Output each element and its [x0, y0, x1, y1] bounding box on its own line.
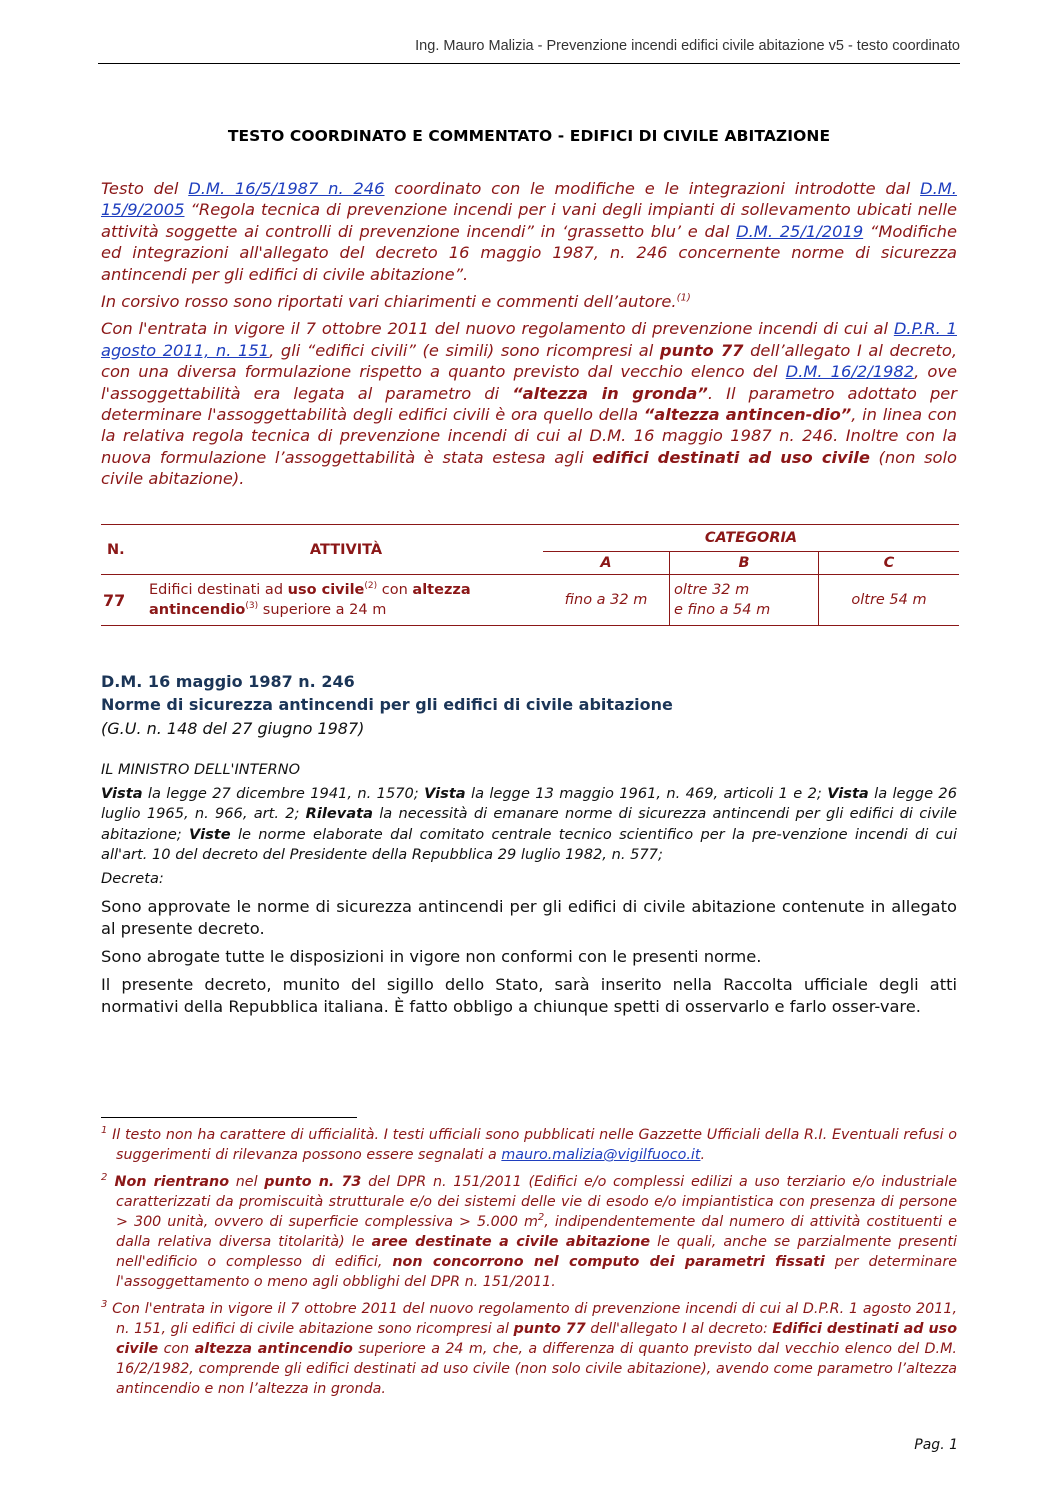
superscript: 2: [537, 1212, 545, 1224]
text-run: superiore a 24 m: [258, 602, 387, 618]
intro-paragraph-2: [101, 291, 957, 312]
text-run: , in linea con la relativa regola tecnica di prevenzione incendi di cui al D.M. 16 maggio 1987 n. 246. Inoltre con la nuova formulazione l’assoggettabilità è stata estesa agli: [101, 405, 958, 467]
text-run: , ove l'assoggettabilità era legata al parametro di: [101, 362, 957, 403]
col-header-n: N.: [101, 525, 149, 575]
text-run: nel: [229, 1174, 265, 1190]
footnote-number: 2: [101, 1172, 108, 1184]
decree-subtitle: Norme di sicurezza antincendi per gli edifici di civile abitazione: [101, 695, 673, 714]
cell-cat-b-line-2: e fino a 54 m: [674, 602, 771, 618]
bold-run: Vista: [424, 785, 466, 802]
decree-gazette: (G.U. n. 148 del 27 giugno 1987): [101, 719, 365, 738]
activity-table: [101, 524, 959, 626]
text-run: del DPR n. 151/2011 (Edifici e/o complessi edilizi a uso terziario e/o industriale caratterizzati da promiscuità strutturale e/o dei sistemi delle vie di esodo e/o impiantistica con presenza di persone > 300 unità, ovvero di superficie complessiva > 5.000 m: [116, 1174, 957, 1230]
text-run: dell’allegato I al decreto, con una diversa formulazione rispetto a quanto previsto dal vecchio elenco del: [101, 340, 957, 382]
intro-paragraph-1: [101, 178, 957, 285]
text-run: la necessità di emanare norme di sicurezza antincendi per gli edifici di civile abitazione;: [101, 805, 957, 843]
bold-run: “altezza in gronda”: [512, 383, 708, 403]
text-run: coordinato con le modifiche e le integrazioni introdotte dal: [384, 179, 921, 198]
text-run: le quali, anche se parzialmente presenti nell'edificio o complesso di edifici,: [116, 1234, 957, 1270]
text-run: , indipendentemente dal numero di attività costituenti e dalla relativa diversa titolarità) le: [116, 1214, 957, 1250]
text-run: “Regola tecnica di prevenzione incendi per i vani degli impianti di sollevamento ubicati nelle attività soggette ai controlli di prevenzione incendi” in ‘grassetto blu’ e dal: [101, 200, 957, 241]
decreta-line: Decreta:: [101, 869, 164, 887]
text-run: dell'allegato I al decreto:: [585, 1321, 773, 1337]
text-run: con: [377, 582, 413, 598]
footnote-separator: [101, 1117, 357, 1118]
decree-title: D.M. 16 maggio 1987 n. 246: [101, 672, 355, 691]
footnote-number: 3: [101, 1299, 108, 1311]
bold-run: Rilevata: [305, 805, 373, 823]
footnote-2: [101, 1172, 957, 1292]
footnote-ref-3[interactable]: (3): [245, 601, 259, 612]
text-run: Con l'entrata in vigore il 7 ottobre 2011 del nuovo regolamento di prevenzione incendi di cui al D.P.R. 1 agosto 2011, n. 151, gli edifici di civile abitazione sono ricompresi al: [107, 1301, 957, 1337]
intro-paragraph-3: [101, 318, 957, 489]
cell-cat-b-line-1: oltre 32 m: [674, 582, 750, 598]
header-rule: [98, 63, 960, 64]
cell-cat-b: [670, 575, 819, 626]
link-dpr-2011[interactable]: D.P.R. 1 agosto 2011, n. 151: [101, 319, 957, 360]
text-run: Il testo non ha carattere di ufficialità. I testi ufficiali sono pubblicati nelle Gazzette Ufficiali della R.I. Eventuali refusi o suggerimenti di rilevanza possono essere segnalati a: [107, 1127, 957, 1163]
col-header-b: B: [670, 552, 819, 575]
document-title: TESTO COORDINATO E COMMENTATO - EDIFICI DI CIVILE ABITAZIONE: [227, 127, 831, 145]
text-run: .: [700, 1147, 706, 1163]
running-header: Ing. Mauro Malizia - Prevenzione incendi edifici civile abitazione v5 - testo coordinato: [415, 38, 960, 54]
text-run: la legge 27 dicembre 1941, n. 1570;: [142, 785, 425, 802]
bold-run: edifici destinati ad uso civile: [592, 447, 870, 467]
minister-heading: IL MINISTRO DELL'INTERNO: [101, 762, 300, 778]
col-header-a: A: [543, 552, 670, 575]
footnote-3: [101, 1299, 957, 1399]
bold-run: Vista: [827, 785, 869, 802]
bold-run: punto n. 73: [264, 1174, 362, 1190]
email-link[interactable]: mauro.malizia@vigilfuoco.it: [501, 1147, 701, 1163]
text-run: (non solo civile abitazione).: [101, 447, 957, 489]
text-run: la legge 13 maggio 1961, n. 469, articoli 1 e 2;: [465, 785, 828, 802]
text-run: In corsivo rosso sono riportati vari chiarimenti e commenti dell’autore.: [101, 292, 677, 312]
link-dm-2019[interactable]: D.M. 25/1/2019: [736, 221, 864, 241]
body-paragraph-1: Sono approvate le norme di sicurezza antincendi per gli edifici di civile abitazione contenute in allegato al presente decreto.: [101, 897, 957, 938]
text-run: . Il parametro adottato per determinare l'assoggettabilità degli edifici civili è ora quello della: [101, 383, 957, 425]
text-run: , gli “edifici civili” (e simili) sono ricompresi al: [269, 340, 660, 360]
bold-run: Edifici destinati ad uso civile: [116, 1321, 958, 1357]
cell-n: 77: [101, 575, 149, 626]
bold-run: non concorrono nel computo dei parametri fissati: [392, 1254, 825, 1270]
footnote-1: [101, 1125, 957, 1165]
decree-preamble: [101, 784, 957, 892]
bold-run: uso civile: [287, 582, 365, 598]
text-run: “Modifiche ed integrazioni all'allegato del decreto 16 maggio 1987, n. 246 concernente norme di sicurezza antincendi per gli edifici di civile abitazione”.: [101, 221, 957, 284]
text-run: per determinare l'assoggettamento o meno agli obblighi del DPR n. 151/2011.: [116, 1254, 957, 1290]
footnote-ref-1[interactable]: (1): [676, 292, 691, 304]
bold-run: Viste: [189, 825, 231, 843]
col-header-activity: ATTIVITÀ: [149, 525, 543, 575]
text-run: Con l'entrata in vigore il 7 ottobre 2011 del nuovo regolamento di prevenzione incendi di cui al: [101, 319, 894, 339]
footnote-number: 1: [101, 1125, 108, 1137]
bold-run: aree destinate a civile abitazione: [371, 1234, 651, 1250]
link-dm-1982[interactable]: D.M. 16/2/1982: [785, 362, 915, 382]
page-number: Pag. 1: [914, 1437, 958, 1453]
text-run: Edifici destinati ad: [149, 582, 288, 598]
footnote-ref-2[interactable]: (2): [364, 581, 378, 592]
col-header-category: CATEGORIA: [543, 525, 959, 552]
table-row: [101, 575, 959, 626]
bold-run: altezza antincendio: [149, 582, 471, 618]
footnotes: [101, 1125, 957, 1406]
bold-run: Non rientrano: [107, 1174, 230, 1190]
text-run: con: [158, 1341, 195, 1357]
link-dm-1987[interactable]: D.M. 16/5/1987 n. 246: [188, 179, 385, 198]
cell-cat-a: fino a 32 m: [543, 575, 670, 626]
cell-activity: [149, 575, 543, 626]
body-paragraph-3: Il presente decreto, munito del sigillo dello Stato, sarà inserito nella Raccolta ufficiale degli atti normativi della Repubblica italiana. È fatto obbligo a chiunque spetti di osservarlo e farlo osser-vare.: [101, 975, 957, 1016]
bold-run: punto 77: [659, 340, 744, 360]
text-run: Testo del: [101, 179, 189, 198]
preamble-paragraph: [101, 784, 957, 866]
link-dm-2005[interactable]: D.M. 15/9/2005: [101, 179, 957, 220]
text-run: superiore a 24 m, che, a differenza di quanto previsto dal vecchio elenco del D.M. 16/2/1982, comprende gli edifici destinati ad uso civile (non solo civile abitazione), avendo come parametro l’altezza antincendio e non l’altezza in gronda.: [116, 1341, 957, 1397]
bold-run: Vista: [101, 785, 143, 802]
body-paragraph-2: Sono abrogate tutte le disposizioni in vigore non conformi con le presenti norme.: [101, 947, 762, 966]
table-header-row: [101, 525, 959, 552]
text-run: le norme elaborate dal comitato centrale tecnico scientifico per la pre-venzione incendi di cui all'art. 10 del decreto del Presidente della Repubblica 29 luglio 1982, n. 577;: [101, 825, 957, 864]
decree-body: [101, 896, 957, 1024]
intro-section: [101, 178, 957, 496]
cell-cat-c: oltre 54 m: [819, 575, 960, 626]
bold-run: “altezza antincen-dio”: [643, 405, 852, 425]
bold-run: altezza antincendio: [194, 1341, 353, 1357]
col-header-c: C: [819, 552, 960, 575]
bold-run: punto 77: [513, 1321, 586, 1337]
text-run: la legge 26 luglio 1965, n. 966, art. 2;: [101, 785, 957, 823]
